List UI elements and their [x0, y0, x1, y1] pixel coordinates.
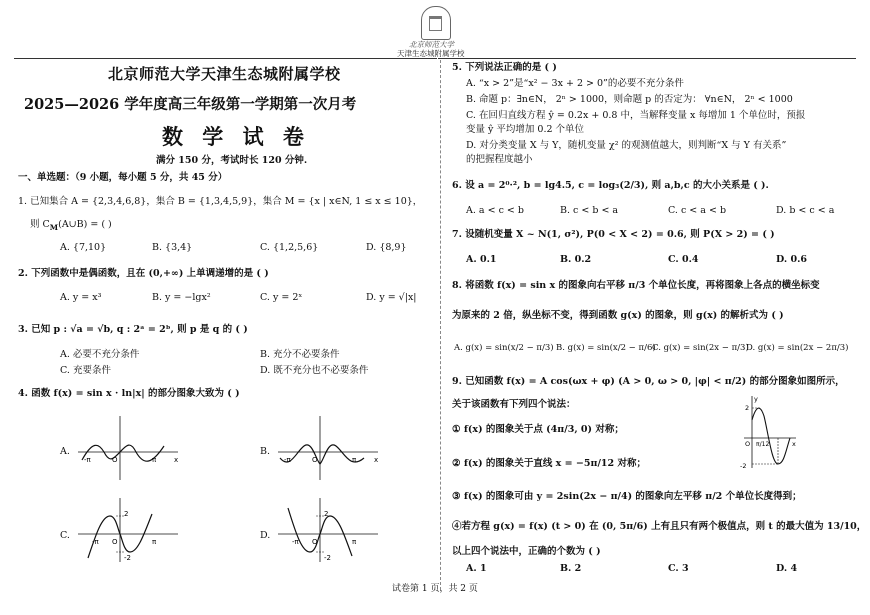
q8-option[interactable]: D. g(x) = sin(2x − 2π/3)	[746, 343, 849, 353]
tick-two: 2	[124, 510, 129, 518]
q3-option[interactable]: D. 既不充分也不必要条件	[260, 365, 369, 376]
q9-stem-2: 关于该函数有下列四个说法：	[452, 399, 576, 410]
logo-caption: 北京师范大学	[409, 40, 454, 49]
exam-title: 2025—2026 学年度高三年级第一学期第一次月考	[24, 96, 357, 113]
q1-option[interactable]: A. {7,10}	[60, 242, 107, 253]
q5-option-cont: 的把握程度越小	[466, 154, 533, 165]
q5-option[interactable]: A. “x > 2”是“x² − 3x + 2 > 0”的必要不充分条件	[466, 78, 684, 89]
q9-statement: ③ f(x) 的图象可由 y = 2sin(2x − π/4) 的图象向左平移 π/2 个单位长度得到；	[452, 491, 802, 502]
tick-origin: O	[112, 538, 118, 546]
header-rule-right	[438, 58, 856, 59]
q5-option[interactable]: C. 在回归直线方程 ŷ = 0.2x + 0.8 中，当解释变量 x 每增加 1 个单位时，预报	[466, 110, 806, 121]
q4-graph-c[interactable]	[74, 494, 184, 566]
column-divider	[440, 60, 441, 590]
q7-option[interactable]: A. 0.1	[466, 254, 497, 265]
q2-option[interactable]: C. y = 2ˣ	[260, 292, 303, 303]
header-rule-left	[14, 58, 437, 59]
q8-stem: 8. 将函数 f(x) = sin x 的图象向右平移 π/3 个单位长度，再将图象上各点的横坐标变	[452, 280, 820, 291]
axis-x: x	[374, 456, 379, 464]
tick-neg-two: -2	[324, 554, 331, 562]
tick-neg-two: -2	[740, 462, 747, 470]
q7-option[interactable]: B. 0.2	[560, 254, 592, 265]
tick-neg-pi: -π	[284, 456, 291, 464]
tick-pi: π	[152, 538, 157, 546]
axis-x: x	[174, 456, 179, 464]
axis-y: y	[754, 395, 758, 403]
subject-title: 数 学 试 卷	[162, 124, 310, 149]
q9-statement: ① f(x) 的图象关于点 (4π/3, 0) 对称；	[452, 424, 624, 435]
tick-two: 2	[745, 404, 750, 412]
q6-option[interactable]: B. c < b < a	[560, 205, 619, 216]
tick-pi: π	[152, 456, 157, 464]
q5-option-cont: 变量 ŷ 平均增加 0.2 个单位	[466, 124, 585, 135]
axis-x: x	[792, 440, 796, 448]
q8-option[interactable]: C. g(x) = sin(2x − π/3)	[652, 343, 749, 353]
q8-option[interactable]: A. g(x) = sin(x/2 − π/3)	[454, 343, 554, 353]
school-logo-icon	[421, 6, 451, 40]
tick-pi: π	[352, 456, 357, 464]
tick-pi-12: π/12	[756, 441, 770, 448]
page-footer: 试卷第 1 页，共 2 页	[392, 584, 478, 594]
exam-info: 满分 150 分，考试时长 120 分钟.	[156, 155, 308, 166]
q5-option[interactable]: B. 命题 p：∃n∈N， 2ⁿ > 1000，则命题 p 的否定为： ∀n∈N， 2ⁿ < 1000	[466, 94, 793, 105]
q8-option[interactable]: B. g(x) = sin(x/2 − π/6)	[556, 343, 656, 353]
q4-stem: 4. 函数 f(x) = sin x · ln|x| 的部分图象大致为 ( )	[18, 388, 240, 399]
q2-option[interactable]: D. y = √|x|	[366, 292, 417, 303]
q1-option[interactable]: C. {1,2,5,6}	[260, 242, 319, 253]
q2-stem: 2. 下列函数中是偶函数，且在 (0,+∞) 上单调递增的是 ( )	[18, 268, 269, 279]
q6-option[interactable]: D. b < c < a	[776, 205, 835, 216]
q9-tail: 以上四个说法中，正确的个数为 ( )	[452, 546, 601, 557]
q5-option[interactable]: D. 对分类变量 X 与 Y，随机变量 χ² 的观测值越大，则判断“X 与 Y 有关系”	[466, 140, 787, 151]
tick-origin: O	[112, 456, 118, 464]
q7-option[interactable]: C. 0.4	[668, 254, 699, 265]
q5-stem: 5. 下列说法正确的是 ( )	[452, 62, 557, 73]
q6-option[interactable]: C. c < a < b	[668, 205, 727, 216]
q1-union: (A∪B) = ( )	[58, 219, 112, 230]
q2-option[interactable]: A. y = x³	[60, 292, 102, 303]
q9-graph	[738, 392, 798, 472]
q6-option[interactable]: A. a < c < b	[466, 205, 524, 216]
q4-graph-a[interactable]	[74, 412, 184, 484]
q3-stem: 3. 已知 p : √a = √b, q : 2ᵃ = 2ᵇ, 则 p 是 q 的 ( )	[18, 324, 248, 335]
q4-option-label[interactable]: A.	[60, 446, 70, 457]
section-heading: 一、单选题：（9 小题，每小题 5 分，共 45 分）	[18, 172, 228, 183]
q7-stem: 7. 设随机变量 X ~ N(1, σ²), P(0 < X < 2) = 0.6, 则 P(X > 2) = ( )	[452, 229, 775, 240]
tick-neg-two: -2	[124, 554, 131, 562]
q4-option-label[interactable]: B.	[260, 446, 271, 457]
q9-statement: ② f(x) 的图象关于直线 x = −5π/12 对称；	[452, 458, 646, 469]
q1-complement: 则 C	[30, 219, 50, 230]
tick-origin: O	[312, 538, 318, 546]
q4-option-label[interactable]: C.	[60, 530, 70, 541]
q8-stem-2: 为原来的 2 倍，纵坐标不变，得到函数 g(x) 的图象，则 g(x) 的解析式为 ( )	[452, 310, 784, 321]
school-title: 北京师范大学天津生态城附属学校	[108, 65, 341, 83]
q9-option[interactable]: A. 1	[466, 563, 487, 574]
tick-neg-pi: -π	[292, 538, 299, 546]
q9-statement: ④若方程 g(x) = f(x) (t > 0) 在 (0, 5π/6) 上有且只有两个极值点，则 t 的最大值为 13/10，	[452, 521, 867, 532]
q3-option[interactable]: A. 必要不充分条件	[60, 349, 140, 360]
q3-option[interactable]: B. 充分不必要条件	[260, 349, 340, 360]
q1-option[interactable]: D. {8,9}	[366, 242, 407, 253]
tick-origin: O	[745, 440, 751, 448]
tick-origin: O	[312, 456, 318, 464]
q1-stem-2	[30, 219, 112, 232]
q4-graph-b[interactable]	[274, 412, 384, 484]
tick-neg-pi: -π	[92, 538, 99, 546]
q1-stem: 1. 已知集合 A = {2,3,4,6,8}，集合 B = {1,3,4,5,9}，集合 M = {x | x∈N, 1 ≤ x ≤ 10}，	[18, 196, 423, 207]
q9-option[interactable]: D. 4	[776, 563, 798, 574]
q9-stem: 9. 已知函数 f(x) = A cos(ωx + φ) (A > 0, ω > 0, |φ| < π/2) 的部分图象如图所示，	[452, 376, 845, 387]
q9-option[interactable]: C. 3	[668, 563, 689, 574]
q2-option[interactable]: B. y = −lgx²	[152, 292, 211, 303]
q3-option[interactable]: C. 充要条件	[60, 365, 111, 376]
q4-graph-d[interactable]	[274, 494, 384, 566]
q7-option[interactable]: D. 0.6	[776, 254, 808, 265]
q6-stem: 6. 设 a = 2⁰·², b = lg4.5, c = log₃(2/3), 则 a,b,c 的大小关系是 ( ).	[452, 180, 769, 191]
tick-two: 2	[324, 510, 329, 518]
q4-option-label[interactable]: D.	[260, 530, 271, 541]
tick-pi: π	[352, 538, 357, 546]
q1-universe: M	[49, 222, 59, 232]
tick-neg-pi: -π	[84, 456, 91, 464]
logo-school-name: 天津生态城附属学校	[397, 49, 465, 58]
q1-option[interactable]: B. {3,4}	[152, 242, 193, 253]
q9-option[interactable]: B. 2	[560, 563, 582, 574]
